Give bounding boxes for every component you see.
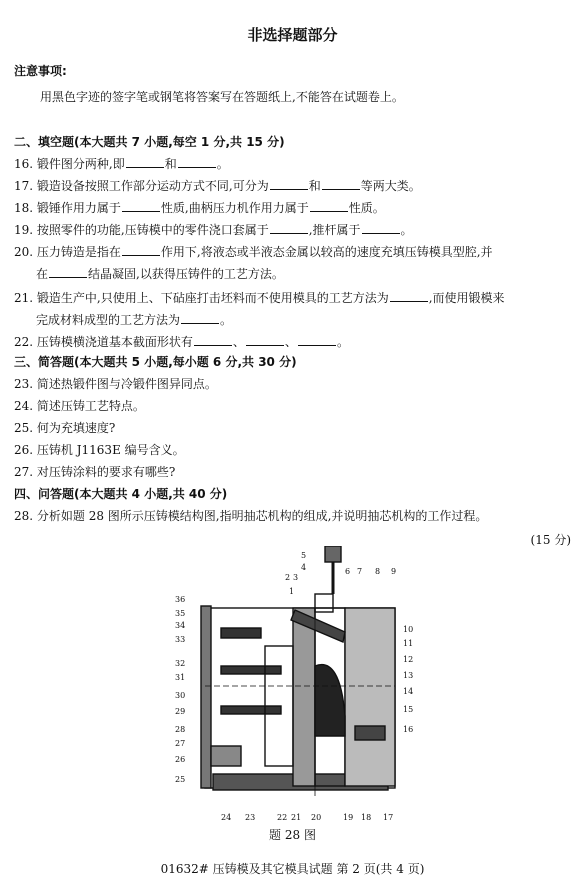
part-label: 20 [311,813,322,822]
part-label: 7 [357,567,363,576]
part-label: 29 [175,707,186,716]
question-16: 16. 锻件图分两种,即 和 。 [14,157,229,171]
part-label: 1 [289,587,295,596]
part-label: 11 [403,639,414,648]
core-block [315,594,333,612]
part-label: 28 [175,725,186,734]
answer-blank [270,222,308,234]
ejector-plate-2 [221,666,281,674]
part-label: 18 [361,813,372,822]
question-28-points: (15 分) [530,533,571,547]
question-25: 25. 何为充填速度? [14,421,116,435]
question-21-line1: 21. 锻造生产中,只使用上、下砧座打击坯料而不使用模具的工艺方法为 ,而使用锻模来 [14,291,505,305]
answer-blank [122,244,160,256]
ejector-plate-3 [221,706,281,714]
part-label: 23 [245,813,256,822]
answer-blank [246,334,284,346]
part-label: 30 [175,691,186,700]
question-23: 23. 简述热锻件图与冷锻件图异同点。 [14,377,217,391]
part-label: 16 [403,725,414,734]
page-title: 非选择题部分 [247,26,338,44]
part-label: 12 [403,655,414,664]
answer-blank [298,334,336,346]
part-label: 25 [175,775,186,784]
die-casting-mold-drawing [165,546,420,824]
ejector-plate-1 [221,628,261,638]
sprue-bush [355,726,385,740]
return-pin [211,746,241,766]
question-21-line2: 完成材料成型的工艺方法为 。 [36,313,233,327]
mold-body [201,546,395,796]
part-label: 2 [285,573,291,582]
question-22: 22. 压铸模横浇道基本截面形状有 、 、 。 [14,335,349,349]
question-17: 17. 锻造设备按照工作部分运动方式不同,可分为 和 等两大类。 [14,179,421,193]
answer-blank [270,178,308,190]
question-24: 24. 简述压铸工艺特点。 [14,399,145,413]
part-label: 35 [175,609,186,618]
answer-blank [194,334,232,346]
cavity [315,665,345,736]
section-fill-heading: 二、填空题(本大题共 7 小题,每空 1 分,共 15 分) [14,135,285,149]
question-20-line1: 20. 压力铸造是指在 作用下,将液态或半液态金属以较高的速度充填压铸模具型腔,并 [14,245,493,259]
parting-plate [293,608,315,786]
question-19: 19. 按照零件的功能,压铸模中的零件浇口套属于 ,推杆属于 。 [14,223,413,237]
left-plate [201,606,211,788]
answer-blank [178,156,216,168]
part-label: 21 [291,813,302,822]
section-short-heading: 三、简答题(本大题共 5 小题,每小题 6 分,共 30 分) [14,355,297,369]
notice-body: 用黑色字迹的签字笔或钢笔将答案写在答题纸上,不能答在试题卷上。 [40,90,404,104]
figure-caption: 题 28 图 [269,828,316,842]
part-label: 4 [301,563,307,572]
question-28: 28. 分析如题 28 图所示压铸模结构图,指明抽芯机构的组成,并说明抽芯机构的工作过程。 [14,509,488,523]
part-label: 26 [175,755,186,764]
part-label: 8 [375,567,381,576]
answer-blank [322,178,360,190]
part-label: 19 [343,813,354,822]
part-label: 24 [221,813,232,822]
part-label: 6 [345,567,351,576]
part-label: 22 [277,813,288,822]
question-18: 18. 锻锤作用力属于 性质,曲柄压力机作用力属于 性质。 [14,201,385,215]
rod-head [325,546,341,562]
part-label: 34 [175,621,186,630]
page-footer: 01632# 压铸模及其它模具试题 第 2 页(共 4 页) [160,862,425,876]
part-label: 31 [175,673,186,682]
part-label: 33 [175,635,186,644]
part-label: 27 [175,739,186,748]
part-label: 13 [403,671,414,680]
part-label: 5 [301,551,307,560]
section-essay-heading: 四、问答题(本大题共 4 小题,共 40 分) [14,487,228,501]
question-20-line2: 在 结晶凝固,以获得压铸件的工艺方法。 [36,267,284,281]
answer-blank [362,222,400,234]
answer-blank [122,200,160,212]
part-label: 32 [175,659,186,668]
answer-blank [181,312,219,324]
answer-blank [49,266,87,278]
answer-blank [126,156,164,168]
question-27: 27. 对压铸涂料的要求有哪些? [14,465,176,479]
part-label: 15 [403,705,414,714]
notice-heading: 注意事项: [14,64,67,78]
fixed-plate [345,608,395,786]
part-label: 14 [403,687,414,696]
part-label: 17 [383,813,394,822]
part-label: 36 [175,595,186,604]
part-label: 3 [293,573,299,582]
question-26: 26. 压铸机 J1163E 编号含义。 [14,443,185,457]
part-label: 9 [391,567,397,576]
answer-blank [310,200,348,212]
part-label: 10 [403,625,414,634]
answer-blank [390,290,428,302]
